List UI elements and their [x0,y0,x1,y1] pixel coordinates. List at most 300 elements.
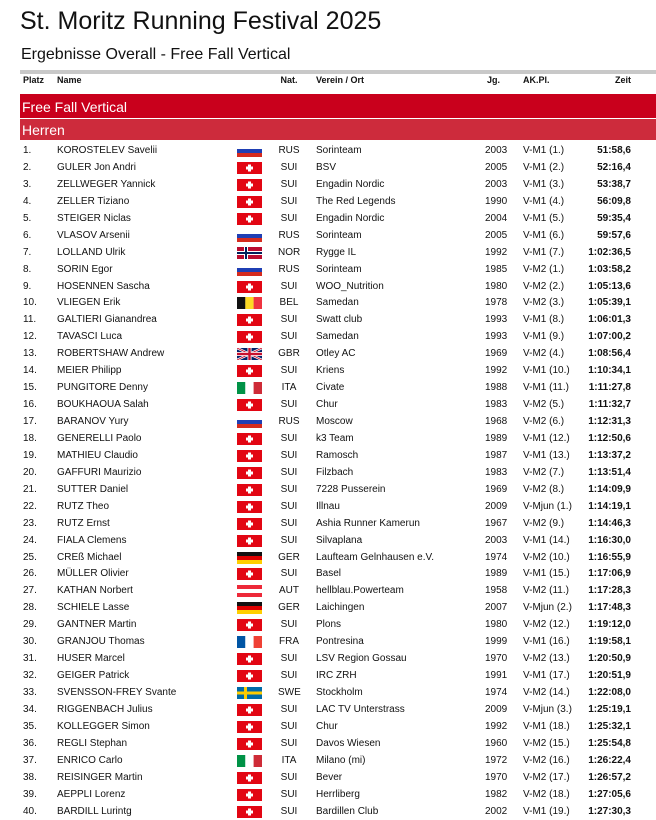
age-class-cell: V-M1 (5.) [523,212,565,224]
flag-icon [237,585,262,597]
table-row [20,210,656,227]
flag-icon [237,331,262,343]
rank-cell: 37. [23,754,37,766]
nat-cell: SUI [280,449,298,461]
name-cell: TAVASCI Luca [57,331,123,343]
flag-icon [237,721,262,733]
nat-cell: SWE [278,687,301,698]
flag-icon [237,687,262,699]
name-cell: VLASOV Arsenii [57,229,130,241]
table-row [20,582,656,599]
age-class-cell: V-M1 (1.) [523,145,565,156]
flag-icon [237,568,262,580]
flag-icon [237,264,262,276]
rank-cell: 33. [23,687,37,698]
year-cell: 1990 [485,195,508,207]
table-row [20,227,656,244]
name-cell: MATHIEU Claudio [57,449,138,461]
flag-icon [237,501,262,513]
rank-cell: 1. [23,145,32,156]
flag-icon [237,738,262,750]
time-cell: 1:17:06,9 [588,568,631,580]
club-cell: Laichingen [316,602,365,614]
nat-cell: SUI [280,178,298,190]
club-cell: Rygge IL [316,246,357,258]
nat-cell: BEL [279,297,299,309]
nat-cell: SUI [280,500,298,512]
time-cell: 1:25:54,8 [588,737,631,749]
rank-cell: 24. [23,534,37,546]
club-cell: hellblau.Powerteam [316,585,404,597]
age-class-cell: V-M2 (13.) [523,653,570,665]
rank-cell: 30. [23,636,37,648]
rank-cell: 35. [23,720,37,732]
year-cell: 1974 [485,687,508,698]
year-cell: 2003 [485,534,508,546]
nat-cell: SUI [280,280,298,292]
table-row [20,769,656,786]
time-cell: 1:11:32,7 [588,399,631,411]
nat-cell: NOR [278,246,301,258]
column-header-row [20,75,656,93]
name-cell: REGLI Stephan [57,737,128,749]
club-cell: Kriens [316,365,345,377]
column-time: Zeit [614,75,631,85]
nat-cell: SUI [280,365,298,377]
club-cell: Samedan [316,297,359,309]
table-row [20,667,656,684]
year-cell: 2009 [485,500,508,512]
name-cell: GENERELLI Paolo [57,432,142,444]
age-class-cell: V-M1 (15.) [523,568,570,580]
table-row [20,752,656,769]
time-cell: 1:03:58,2 [588,263,631,275]
name-cell: VLIEGEN Erik [57,297,121,309]
name-cell: SCHIELE Lasse [57,602,130,614]
age-class-cell: V-M1 (8.) [523,314,565,326]
time-cell: 1:14:09,9 [588,483,631,495]
year-cell: 1987 [485,449,508,461]
rank-cell: 40. [23,805,37,817]
rank-cell: 21. [23,483,37,495]
year-cell: 1985 [485,263,508,275]
table-row [20,565,656,582]
club-cell: Civate [316,382,345,394]
rank-cell: 5. [23,212,32,224]
rank-cell: 25. [23,551,37,563]
table-row [20,142,656,159]
rank-cell: 39. [23,788,37,800]
year-cell: 1980 [485,280,508,292]
year-cell: 1993 [485,331,508,343]
time-cell: 1:27:05,6 [588,788,631,800]
table-row [20,464,656,481]
column-rank: Platz [23,75,45,85]
year-cell: 2009 [485,703,508,715]
rank-cell: 28. [23,602,37,614]
nat-cell: SUI [280,737,298,749]
year-cell: 2003 [485,145,508,156]
time-cell: 1:12:50,6 [588,432,631,444]
flag-icon [237,602,262,614]
nat-cell: SUI [280,720,298,732]
year-cell: 1970 [485,771,508,783]
time-cell: 1:27:30,3 [588,805,631,817]
flag-icon [237,162,262,174]
rank-cell: 38. [23,771,37,783]
club-cell: Bever [316,771,343,783]
age-class-cell: V-M2 (9.) [523,517,565,529]
year-cell: 1992 [485,720,508,732]
club-cell: The Red Legends [316,195,396,207]
flag-icon [237,636,262,648]
year-cell: 1992 [485,365,508,377]
name-cell: KATHAN Norbert [57,585,133,597]
age-class-cell: V-M2 (12.) [523,619,570,631]
flag-icon [237,382,262,394]
club-cell: Samedan [316,331,359,343]
club-cell: Stockholm [316,687,363,698]
nat-cell: ITA [281,754,297,766]
name-cell: ROBERTSHAW Andrew [57,348,165,360]
club-cell: LAC TV Unterstrass [316,703,405,715]
flag-icon [237,365,262,377]
time-cell: 1:05:39,1 [588,297,631,309]
nat-cell: FRA [279,636,299,648]
rank-cell: 8. [23,263,32,275]
time-cell: 1:12:31,3 [588,416,631,427]
club-cell: Ashia Runner Kamerun [316,517,420,529]
time-cell: 1:17:48,3 [588,602,631,614]
time-cell: 1:20:51,9 [588,670,631,682]
rank-cell: 14. [23,365,37,377]
year-cell: 2005 [485,229,508,241]
name-cell: GULER Jon Andri [57,161,136,173]
time-cell: 1:14:46,3 [588,517,631,529]
nat-cell: GER [278,602,300,614]
age-class-cell: V-M1 (14.) [523,534,570,546]
age-class-cell: V-M2 (10.) [523,551,570,563]
flag-icon [237,755,262,767]
category-banner: Free Fall Vertical [20,94,656,118]
table-row [20,803,656,820]
club-cell: WOO_Nutrition [316,280,384,292]
name-cell: MEIER Philipp [57,365,122,377]
flag-icon [237,314,262,326]
year-cell: 1983 [485,466,508,478]
rank-cell: 12. [23,331,37,343]
time-cell: 52:16,4 [597,161,631,173]
nat-cell: SUI [280,432,298,444]
club-cell: Otley AC [316,348,356,360]
rank-cell: 29. [23,619,37,631]
flag-icon [237,433,262,445]
name-cell: GEIGER Patrick [57,670,130,682]
nat-cell: SUI [280,805,298,817]
age-class-cell: V-M2 (7.) [523,466,565,478]
flag-icon [237,247,262,259]
nat-cell: SUI [280,534,298,546]
nat-cell: SUI [280,161,298,173]
name-cell: ZELLWEGER Yannick [57,178,156,190]
time-cell: 1:25:32,1 [588,720,631,732]
table-row [20,616,656,633]
age-class-cell: V-M2 (8.) [523,483,565,495]
nat-cell: GER [278,551,300,563]
age-class-cell: V-M2 (15.) [523,737,570,749]
year-cell: 1969 [485,348,508,360]
time-cell: 51:58,6 [597,145,631,156]
name-cell: SVENSSON-FREY Svante [57,687,177,698]
name-cell: RUTZ Ernst [57,517,110,529]
nat-cell: RUS [278,145,300,156]
club-cell: IRC ZRH [316,670,357,682]
year-cell: 1967 [485,517,508,529]
name-cell: REISINGER Martin [57,771,143,783]
rank-cell: 17. [23,416,37,427]
table-row [20,396,656,413]
name-cell: GRANJOU Thomas [57,636,145,648]
club-cell: Pontresina [316,636,364,648]
flag-icon [237,704,262,716]
time-cell: 1:08:56,4 [588,348,631,360]
flag-icon [237,348,262,360]
age-class-cell: V-M1 (4.) [523,195,565,207]
table-row [20,786,656,803]
header-divider [20,70,656,74]
name-cell: MÜLLER Olivier [57,568,129,580]
time-cell: 1:13:37,2 [588,449,631,461]
rank-cell: 4. [23,195,32,207]
nat-cell: SUI [280,483,298,495]
age-class-cell: V-M2 (1.) [523,263,565,275]
time-cell: 53:38,7 [597,178,631,190]
rank-cell: 16. [23,399,37,411]
nat-cell: SUI [280,703,298,715]
flag-icon [237,297,262,309]
rank-cell: 7. [23,246,32,258]
table-row [20,345,656,362]
flag-icon [237,399,262,411]
rank-cell: 6. [23,229,32,241]
club-cell: Engadin Nordic [316,178,385,190]
nat-cell: SUI [280,314,298,326]
year-cell: 1989 [485,568,508,580]
club-cell: Plons [316,619,342,631]
flag-icon [237,230,262,242]
year-cell: 1989 [485,432,508,444]
age-class-cell: V-M1 (17.) [523,670,570,682]
table-row [20,498,656,515]
year-cell: 2005 [485,161,508,173]
age-class-cell: V-M1 (12.) [523,432,570,444]
flag-icon [237,518,262,530]
nat-cell: RUS [278,416,300,427]
year-cell: 1969 [485,483,508,495]
time-cell: 1:17:28,3 [588,585,631,597]
table-row [20,447,656,464]
flag-icon [237,789,262,801]
table-row [20,311,656,328]
table-row [20,599,656,616]
age-class-cell: V-M2 (11.) [523,585,569,597]
age-class-cell: V-M2 (5.) [523,399,565,411]
club-cell: Moscow [316,416,353,427]
time-cell: 1:06:01,3 [588,314,631,326]
age-class-cell: V-M2 (18.) [523,788,570,800]
age-class-cell: V-M2 (6.) [523,416,565,427]
rank-cell: 3. [23,178,32,190]
year-cell: 1980 [485,619,508,631]
table-row [20,701,656,718]
time-cell: 1:19:12,0 [588,619,631,631]
club-cell: Engadin Nordic [316,212,385,224]
name-cell: ZELLER Tiziano [57,195,130,207]
club-cell: Ramosch [316,449,359,461]
column-nat: Nat. [280,75,298,85]
table-row [20,193,656,210]
name-cell: BOUKHAOUA Salah [57,399,149,411]
flag-icon [237,653,262,665]
time-cell: 1:16:55,9 [588,551,631,563]
age-class-cell: V-M1 (18.) [523,720,570,732]
time-cell: 1:22:08,0 [588,687,631,698]
table-row [20,718,656,735]
age-class-cell: V-M1 (3.) [523,178,565,190]
table-row [20,278,656,295]
club-cell: Sorinteam [316,145,362,156]
club-cell: Illnau [316,500,340,512]
page-subtitle: Ergebnisse Overall - Free Fall Vertical [21,46,291,63]
table-row [20,244,656,261]
time-cell: 1:26:22,4 [588,754,631,766]
rank-cell: 10. [23,297,37,309]
table-row [20,430,656,447]
rank-cell: 32. [23,670,37,682]
column-club: Verein / Ort [316,75,365,85]
flag-icon [237,416,262,428]
nat-cell: GBR [278,348,300,360]
name-cell: GANTNER Martin [57,619,137,631]
club-cell: Chur [316,720,338,732]
time-cell: 1:20:50,9 [588,653,631,665]
page-title: St. Moritz Running Festival 2025 [20,7,382,35]
rank-cell: 36. [23,737,37,749]
name-cell: GALTIERI Gianandrea [57,314,157,326]
flag-icon [237,213,262,225]
year-cell: 1988 [485,382,508,394]
club-cell: Basel [316,568,342,580]
age-class-cell: V-M1 (11.) [523,382,569,394]
age-class-cell: V-M1 (2.) [523,161,565,173]
nat-cell: SUI [280,619,298,631]
year-cell: 1999 [485,636,508,648]
age-class-cell: V-M1 (9.) [523,331,565,343]
name-cell: GAFFURI Maurizio [57,466,142,478]
age-class-cell: V-M2 (3.) [523,297,565,309]
year-cell: 2003 [485,178,508,190]
nat-cell: SUI [280,771,298,783]
year-cell: 1982 [485,788,508,800]
rank-cell: 13. [23,348,37,360]
rank-cell: 18. [23,432,37,444]
flag-icon [237,467,262,479]
table-row [20,362,656,379]
time-cell: 59:35,4 [597,212,631,224]
name-cell: FIALA Clemens [57,534,127,546]
age-class-cell: V-Mjun (1.) [523,500,572,512]
rank-cell: 31. [23,653,37,665]
nat-cell: SUI [280,568,298,580]
table-row [20,532,656,549]
year-cell: 1983 [485,399,508,411]
club-cell: Filzbach [316,466,354,478]
name-cell: ENRICO Carlo [57,754,123,766]
year-cell: 1992 [485,246,508,258]
nat-cell: SUI [280,331,298,343]
age-class-cell: V-M1 (7.) [523,246,565,258]
flag-icon [237,670,262,682]
time-cell: 56:09,8 [597,195,631,207]
table-row [20,684,656,701]
time-cell: 1:14:19,1 [588,500,631,512]
club-cell: Herrliberg [316,788,360,800]
name-cell: LOLLAND Ulrik [57,246,126,258]
flag-icon [237,535,262,547]
year-cell: 1991 [485,670,508,682]
table-row [20,176,656,193]
rank-cell: 20. [23,466,37,478]
table-row [20,294,656,311]
club-cell: Davos Wiesen [316,737,381,749]
rank-cell: 22. [23,500,37,512]
rank-cell: 15. [23,382,37,394]
age-class-cell: V-M1 (19.) [523,805,570,817]
nat-cell: SUI [280,670,298,682]
rank-cell: 27. [23,585,37,597]
year-cell: 1970 [485,653,508,665]
table-row [20,413,656,430]
nat-cell: RUS [278,229,300,241]
flag-icon [237,179,262,191]
table-row [20,159,656,176]
nat-cell: SUI [280,653,298,665]
age-class-cell: V-Mjun (2.) [523,602,572,614]
club-cell: LSV Region Gossau [316,653,407,665]
column-year: Jg. [487,75,501,85]
nat-cell: SUI [280,517,298,529]
rank-cell: 19. [23,449,37,461]
column-age: AK.Pl. [523,75,550,85]
rank-cell: 34. [23,703,37,715]
nat-cell: ITA [281,382,297,394]
flag-icon [237,806,262,818]
name-cell: HUSER Marcel [57,653,125,665]
name-cell: AEPPLI Lorenz [57,788,126,800]
flag-icon [237,196,262,208]
club-cell: Bardillen Club [316,805,379,817]
flag-icon [237,552,262,564]
flag-icon [237,281,262,293]
club-cell: BSV [316,161,337,173]
rank-cell: 11. [23,314,37,326]
nat-cell: SUI [280,466,298,478]
year-cell: 2002 [485,805,508,817]
time-cell: 1:25:19,1 [588,703,631,715]
time-cell: 1:07:00,2 [588,331,631,343]
name-cell: RUTZ Theo [57,500,110,512]
age-class-cell: V-M2 (16.) [523,754,570,766]
